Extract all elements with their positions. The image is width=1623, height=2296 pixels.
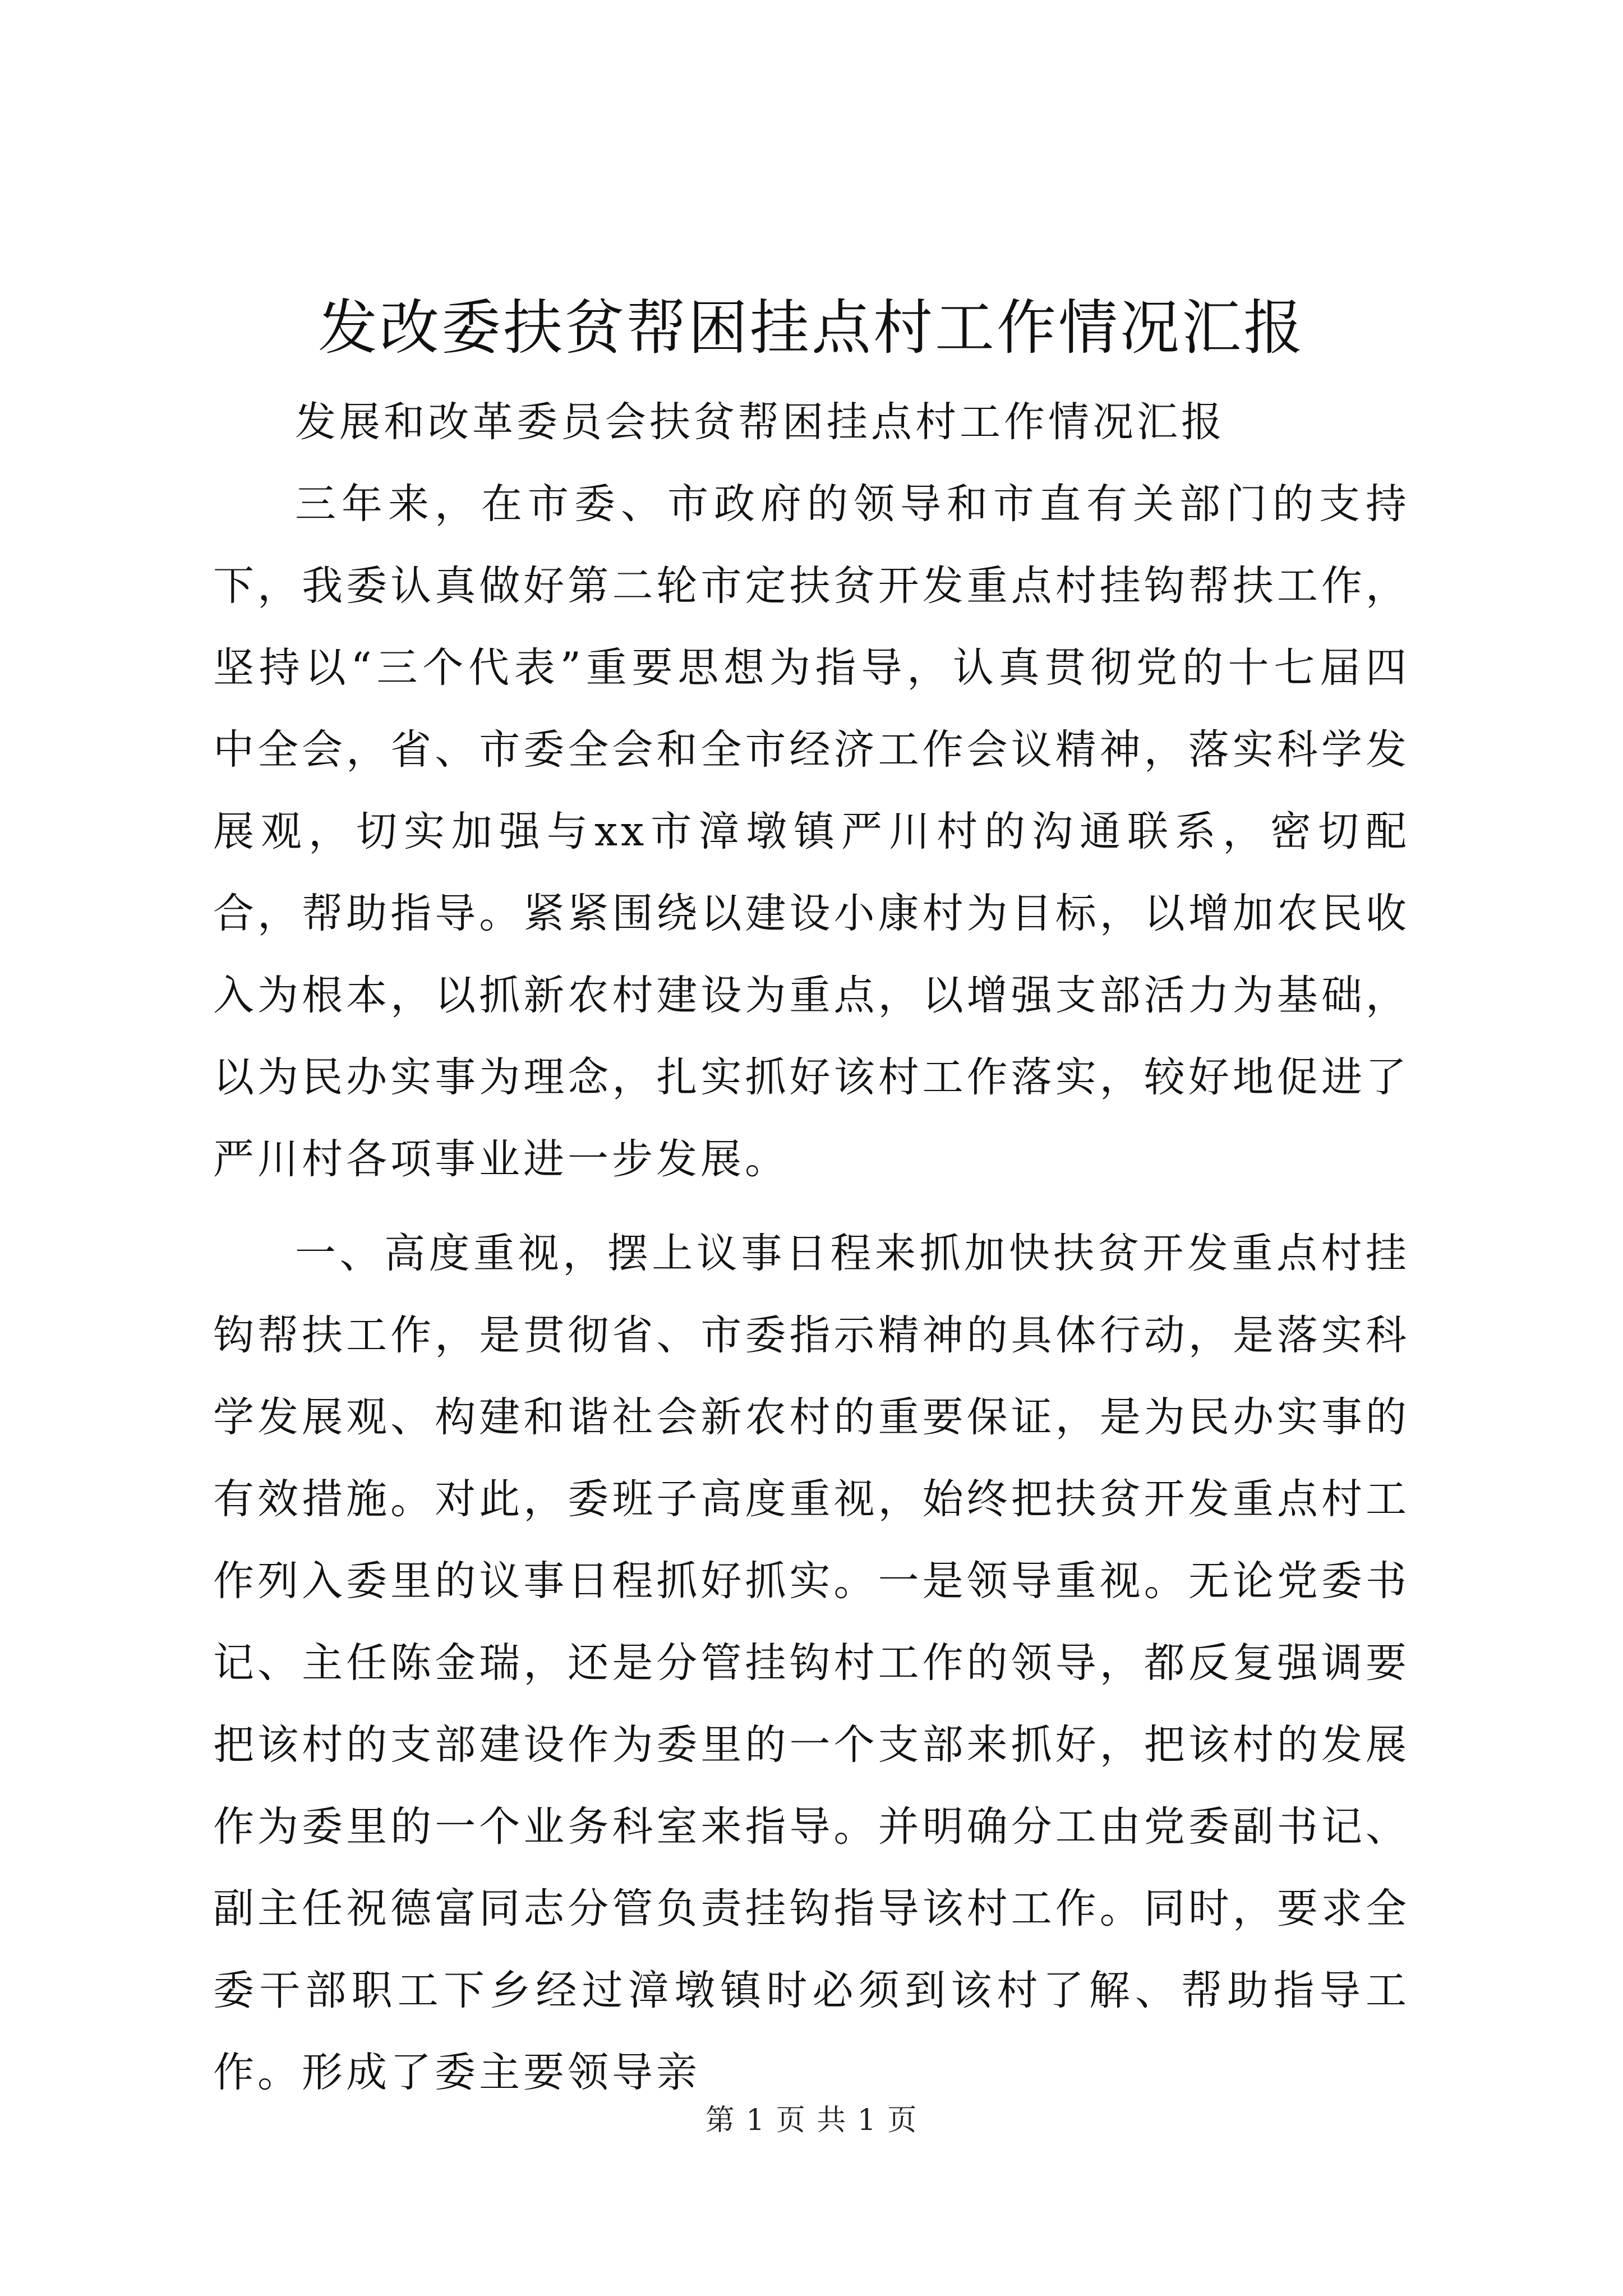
document-title: 发改委扶贫帮困挂点村工作情况汇报	[318, 293, 1305, 362]
document-body	[213, 381, 1410, 2114]
paragraph-section-one: 一、高度重视，摆上议事日程来抓加快扶贫开发重点村挂钩帮扶工作，是贯彻省、市委指示精神的具体行动，是落实科学发展观、构建和谐社会新农村的重要保证，是为民办实事的有效措施。对此，委班子高度重视，始终把扶贫开发重点村工作列入委里的议事日程抓好抓实。一是领导重视。无论党委书记、主任陈金瑞，还是分管挂钩村工作的领导，都反复强调要把该村的支部建设作为委里的一个支部来抓好，把该村的发展作为委里的一个业务科室来指导。并明确分工由党委副书记、副主任祝德富同志分管负责挂钩指导该村工作。同时，要求全委干部职工下乡经过漳墩镇时必须到该村了解、帮助指导工作。形成了委主要领导亲	[213, 1230, 1410, 2096]
page-footer: 第 1 页 共 1 页	[705, 2104, 918, 2137]
document-subtitle: 发展和改革委员会扶贫帮困挂点村工作情况汇报	[295, 398, 1225, 446]
paragraph-intro: 三年来，在市委、市政府的领导和市直有关部门的支持下，我委认真做好第二轮市定扶贫开发重点村挂钩帮扶工作，坚持以“三个代表”重要思想为指导，认真贯彻党的十七届四中全会，省、市委全会和全市经济工作会议精神，落实科学发展观，切实加强与xx市漳墩镇严川村的沟通联系，密切配合，帮助指导。紧紧围绕以建设小康村为目标，以增加农民收入为根本，以抓新农村建设为重点，以增强支部活力为基础，以为民办实事为理念，扎实抓好该村工作落实，较好地促进了严川村各项事业进一步发展。	[213, 480, 1410, 1183]
